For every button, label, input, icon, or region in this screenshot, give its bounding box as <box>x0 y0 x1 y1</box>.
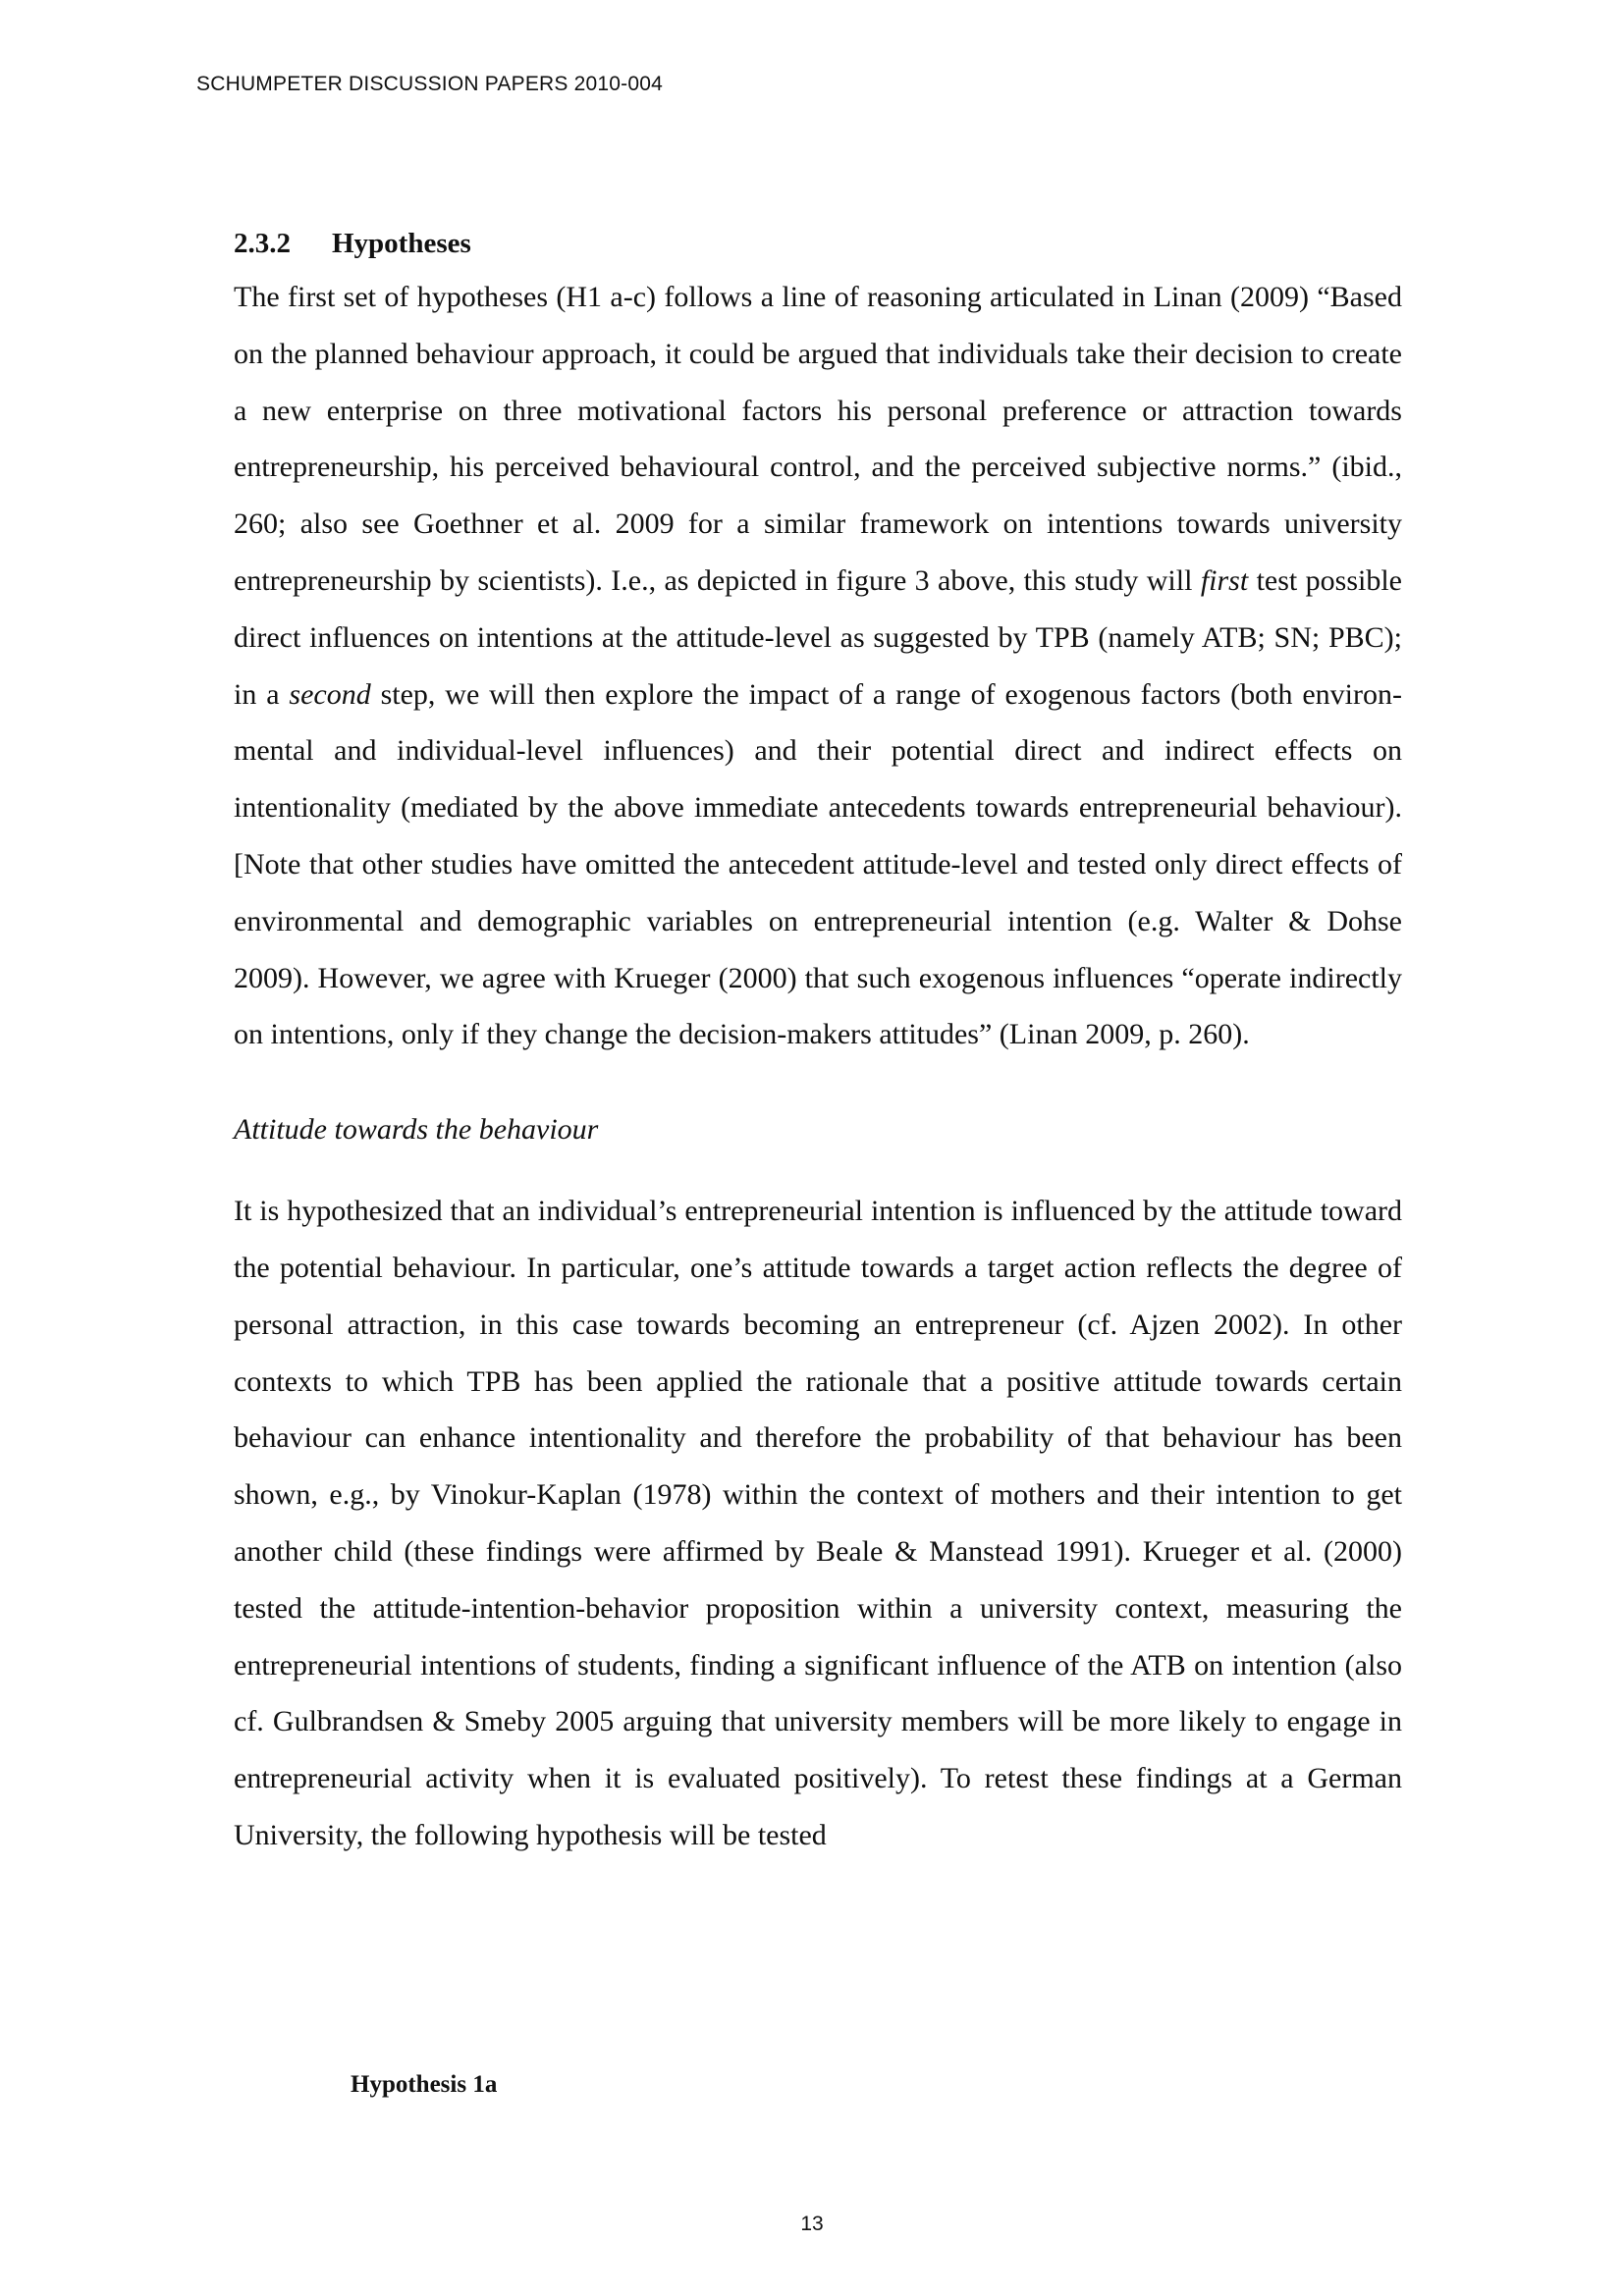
page-number: 13 <box>800 2213 824 2235</box>
paragraph-text: test possible direct influences on intentions at the attitude-level as suggested by TPB (namely ATB; SN; PBC); in a <box>234 563 1402 711</box>
attitude-paragraph: It is hypothesized that an individual’s entrepreneurial intention is influenced by the attitude toward the potential behaviour. In particular, one’s attitude towards a target action reflects the degree of personal attraction, in this case towards becoming an entrepreneur (cf. Ajzen 2002). In other contexts to which TPB has been applied the rationale that a positive attitude towards certain behaviour can enhance intentionality and therefore the probability of that behaviour has been shown, e.g., by Vinokur-Kaplan (1978) within the context of mothers and their intention to get another child (these findings were affirmed by Beale & Manstead 1991). Krueger et al. (2000) tested the attitude-intention-behavior proposition within a university context, measuring the entrepreneurial intentions of students, finding a significant influence of the ATB on intention (also cf. Gulbrandsen & Smeby 2005 arguing that university members will be more likely to engage in entrepreneurial activity when it is evaluated positively). To retest these findings at a German University, the following hypothesis will be tested <box>234 1195 1402 1851</box>
paragraph-text: step, we will then explore the impact of a range of exogenous factors (both environmental and individual-level influences) and their potential direct and indirect effects on intentionality (mediated by the above immediate antecedents towards entrepreneurial behaviour). [Note that other studies have omitted the antecedent attitude-level and tested only direct effects of environmental and demographic variables on entrepreneurial intention (e.g. Walter & Dohse 2009). However, we agree with Krueger (2000) that such exogenous influences “operate indirectly on intentions, only if they change the decision-makers attitudes” (Linan 2009, p. 260). <box>234 677 1402 1051</box>
emphasis-second: second <box>289 677 371 711</box>
hypotheses-paragraph <box>234 269 1402 1063</box>
subsection-heading: Attitude towards the behaviour <box>234 1113 599 1147</box>
section-number: 2.3.2 <box>234 228 291 259</box>
section-heading <box>234 218 1402 269</box>
section-title: Hypotheses <box>332 228 471 259</box>
paragraph-text: The first set of hypotheses (H1 a-c) follows a line of reasoning articulated in Linan (2009) “Based on the planned behaviour approach, it could be argued that individuals take their decision to create a new enterprise on three motivational factors his personal preference or attraction towards entrepreneurship, his perceived behavioural control, and the perceived subjective norms.” (ibid., 260; also see Goethner et al. 2009 for a similar framework on intentions towards university entrepreneurship by scientists). I.e., as depicted in figure 3 above, this study will <box>234 281 1402 597</box>
emphasis-first: first <box>1200 563 1249 597</box>
main-content <box>234 218 1402 1864</box>
running-header: SCHUMPETER DISCUSSION PAPERS 2010-004 <box>196 73 663 95</box>
hypothesis-label: Hypothesis 1a <box>351 2071 498 2098</box>
